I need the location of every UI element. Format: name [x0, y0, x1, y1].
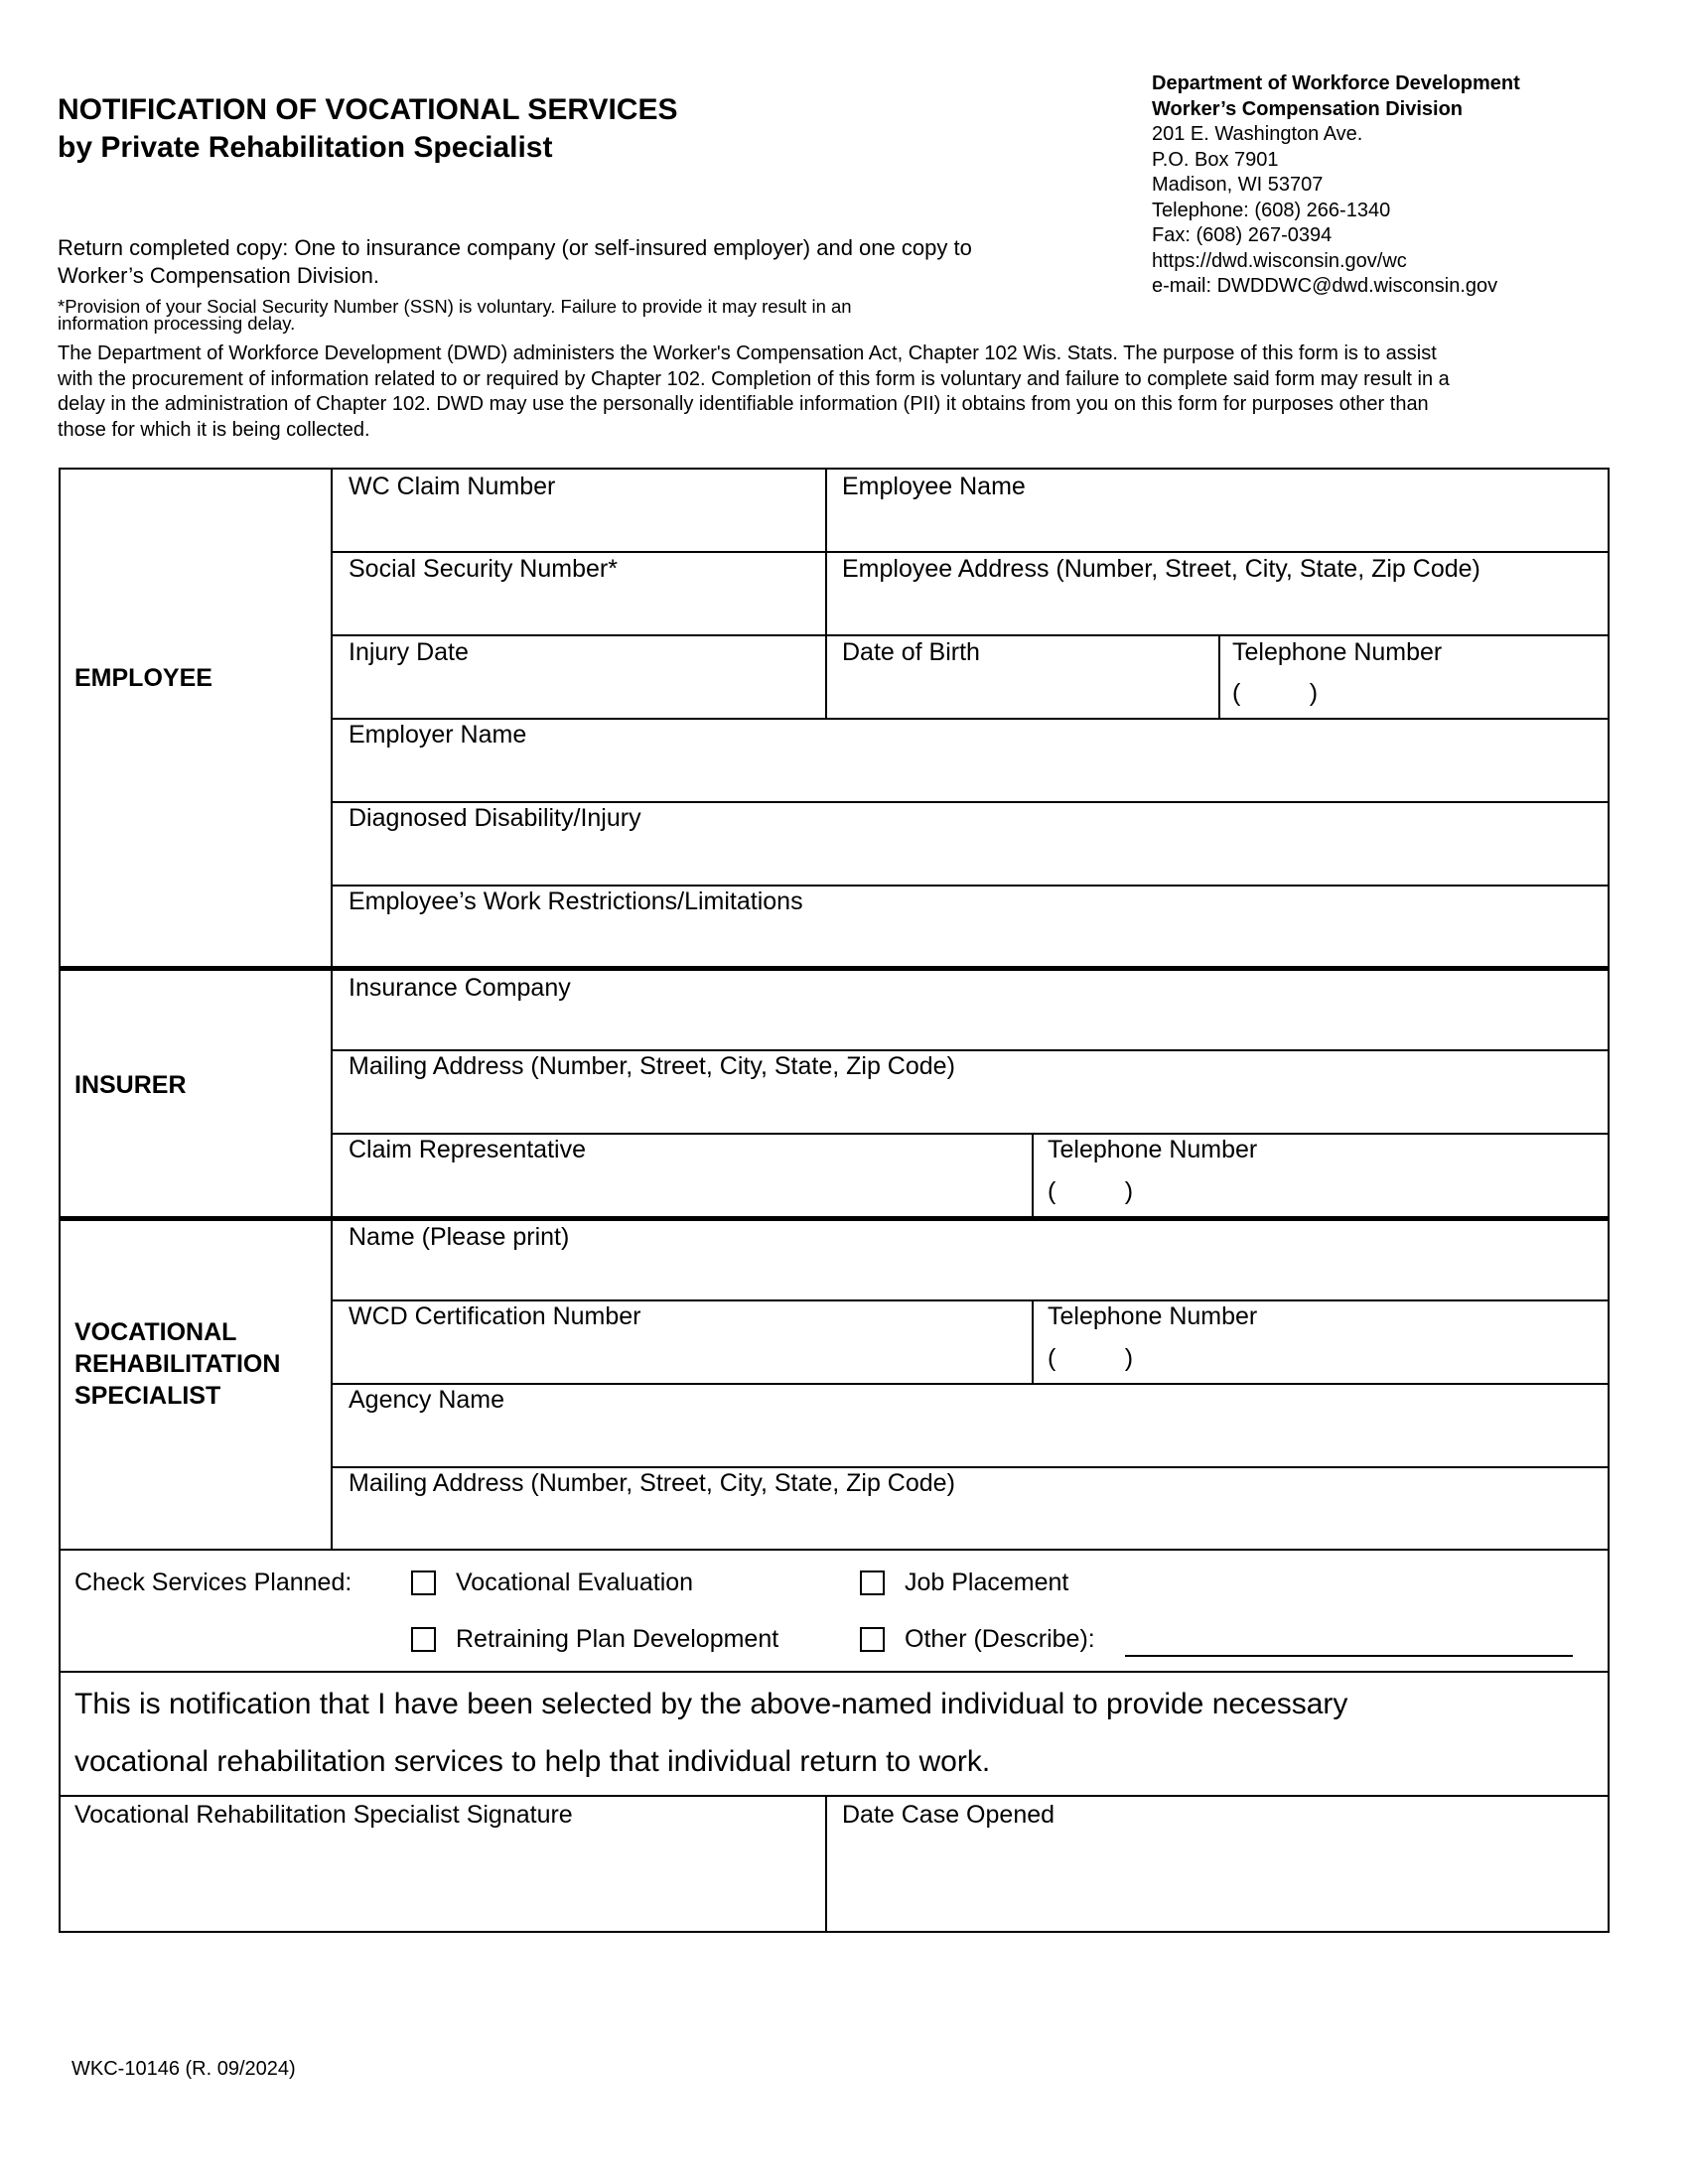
- job-placement-label: Job Placement: [905, 1569, 1069, 1596]
- form-title: [58, 91, 677, 167]
- row-divider: [331, 551, 1610, 553]
- row-divider: [331, 1383, 1610, 1385]
- vocational-evaluation-checkbox[interactable]: [411, 1570, 436, 1595]
- employee-address-field[interactable]: Employee Address (Number, Street, City, State, Zip Code): [842, 555, 1480, 583]
- employee-telephone-field[interactable]: Telephone Number: [1232, 638, 1443, 666]
- department-address-block: [1152, 71, 1520, 300]
- department-name: Department of Workforce Development: [1152, 72, 1520, 94]
- ssn-notice: [58, 298, 1070, 332]
- services-planned-label: Check Services Planned:: [74, 1569, 352, 1596]
- purpose-line-3: delay in the administration of Chapter 102. DWD may use the personally identifiable information (PII) it obtains from you on this form for purposes other than: [58, 393, 1429, 415]
- return-line-1: Return completed copy: One to insurance company (or self-insured employer) and one copy to: [58, 235, 972, 260]
- notification-statement: [74, 1676, 1594, 1791]
- section-border: [59, 1549, 1610, 1551]
- purpose-line-1: The Department of Workforce Development (DWD) administers the Worker's Compensation Act, Chapter 102 Wis. Stats. The purpose of this form is to assist: [58, 342, 1437, 364]
- claim-representative-field[interactable]: Claim Representative: [349, 1136, 586, 1163]
- form-number: WKC-10146 (R. 09/2024): [71, 2058, 296, 2080]
- work-restrictions-field[interactable]: Employee’s Work Restrictions/Limitations: [349, 887, 803, 915]
- col-divider: [825, 1797, 827, 1933]
- section-divider: [331, 468, 333, 1550]
- employee-section-label: EMPLOYEE: [74, 664, 212, 692]
- ssn-line-1: *Provision of your Social Security Number (SSN) is voluntary. Failure to provide it may result in an: [58, 296, 852, 317]
- date-of-birth-field[interactable]: Date of Birth: [842, 638, 980, 666]
- dept-website[interactable]: https://dwd.wisconsin.gov/wc: [1152, 249, 1407, 272]
- col-divider: [1218, 634, 1220, 718]
- insurer-phone-area-code[interactable]: ( ): [1048, 1177, 1134, 1205]
- other-describe-line[interactable]: [1125, 1655, 1573, 1657]
- ssn-field[interactable]: Social Security Number*: [349, 555, 618, 583]
- employer-name-field[interactable]: Employer Name: [349, 721, 527, 749]
- insurer-mailing-address-field[interactable]: Mailing Address (Number, Street, City, State, Zip Code): [349, 1052, 955, 1080]
- other-service-checkbox[interactable]: [860, 1627, 885, 1652]
- specialist-label-line-1: VOCATIONAL: [74, 1318, 237, 1346]
- other-service-label: Other (Describe):: [905, 1625, 1095, 1653]
- specialist-signature-field[interactable]: Vocational Rehabilitation Specialist Signature: [74, 1801, 573, 1829]
- vocational-evaluation-label: Vocational Evaluation: [456, 1569, 694, 1596]
- retraining-plan-checkbox[interactable]: [411, 1627, 436, 1652]
- section-border: [59, 966, 1610, 971]
- specialist-telephone-field[interactable]: Telephone Number: [1048, 1302, 1258, 1330]
- specialist-mailing-address-field[interactable]: Mailing Address (Number, Street, City, State, Zip Code): [349, 1469, 955, 1497]
- purpose-line-4: those for which it is being collected.: [58, 418, 370, 441]
- return-line-2: Worker’s Compensation Division.: [58, 263, 380, 288]
- division-name: Worker’s Compensation Division: [1152, 97, 1464, 120]
- specialist-section-label: [74, 1316, 280, 1412]
- dept-city: Madison, WI 53707: [1152, 174, 1324, 196]
- dept-telephone: Telephone: (608) 266-1340: [1152, 199, 1391, 221]
- notification-line-1: This is notification that I have been selected by the above-named individual to provide necessary: [74, 1688, 1348, 1720]
- purpose-statement: [58, 341, 1626, 443]
- retraining-plan-label: Retraining Plan Development: [456, 1625, 779, 1653]
- job-placement-checkbox[interactable]: [860, 1570, 885, 1595]
- wc-claim-number-field[interactable]: WC Claim Number: [349, 473, 556, 500]
- col-divider: [1032, 1299, 1034, 1383]
- specialist-phone-area-code[interactable]: ( ): [1048, 1344, 1134, 1372]
- insurer-section-label: INSURER: [74, 1071, 187, 1099]
- dept-fax: Fax: (608) 267-0394: [1152, 224, 1333, 246]
- return-instructions: [58, 234, 1110, 290]
- ssn-line-2: information processing delay.: [58, 313, 296, 334]
- wcd-certification-field[interactable]: WCD Certification Number: [349, 1302, 641, 1330]
- col-divider: [825, 468, 827, 718]
- title-line-1: NOTIFICATION OF VOCATIONAL SERVICES: [58, 93, 678, 126]
- purpose-line-2: with the procurement of information related to or required by Chapter 102. Completion of this form is voluntary and failure to complete said form may result in a: [58, 367, 1450, 390]
- section-border: [59, 1216, 1610, 1221]
- dept-po-box: P.O. Box 7901: [1152, 148, 1279, 171]
- date-case-opened-field[interactable]: Date Case Opened: [842, 1801, 1055, 1829]
- injury-date-field[interactable]: Injury Date: [349, 638, 469, 666]
- dept-street: 201 E. Washington Ave.: [1152, 123, 1363, 145]
- employee-phone-area-code[interactable]: ( ): [1232, 679, 1319, 707]
- diagnosed-disability-field[interactable]: Diagnosed Disability/Injury: [349, 804, 641, 832]
- section-border: [59, 1795, 1610, 1797]
- title-line-2: by Private Rehabilitation Specialist: [58, 131, 553, 164]
- specialist-label-line-2: REHABILITATION: [74, 1350, 281, 1378]
- agency-name-field[interactable]: Agency Name: [349, 1386, 505, 1414]
- insurance-company-field[interactable]: Insurance Company: [349, 974, 571, 1002]
- dept-email[interactable]: e-mail: DWDDWC@dwd.wisconsin.gov: [1152, 275, 1498, 297]
- specialist-label-line-3: SPECIALIST: [74, 1382, 221, 1410]
- section-border: [59, 1671, 1610, 1673]
- insurer-telephone-field[interactable]: Telephone Number: [1048, 1136, 1258, 1163]
- col-divider: [1032, 1133, 1034, 1216]
- row-divider: [331, 634, 1610, 636]
- employee-name-field[interactable]: Employee Name: [842, 473, 1026, 500]
- notification-line-2: vocational rehabilitation services to help that individual return to work.: [74, 1745, 991, 1778]
- specialist-name-field[interactable]: Name (Please print): [349, 1223, 570, 1251]
